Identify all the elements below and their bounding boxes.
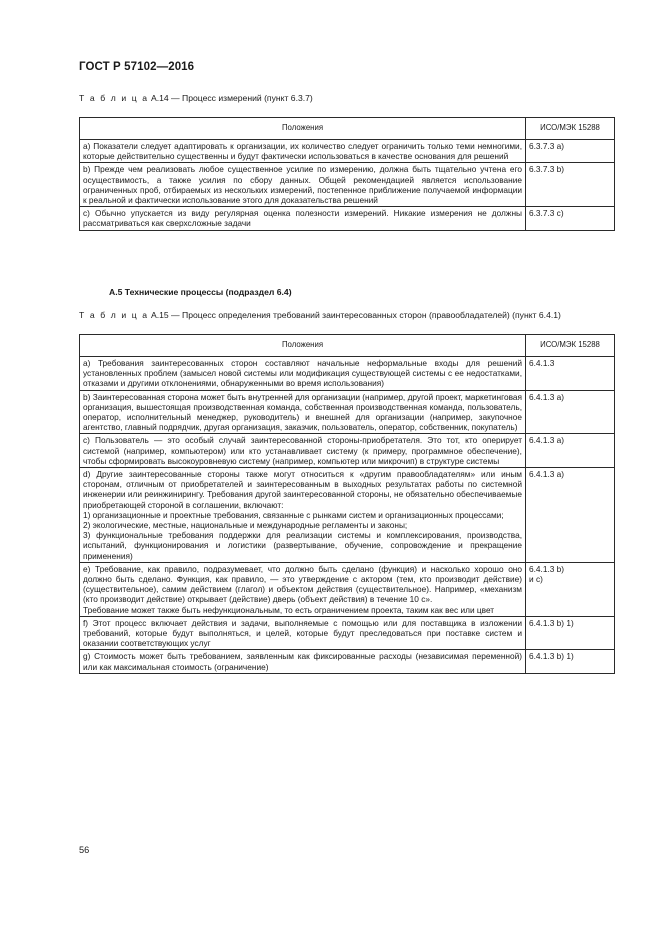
- provision-paragraph: Требование может также быть нефункциональным, то есть ограничением проекта, таким как вес или цвет: [83, 604, 495, 615]
- column-header-positions: Положения: [80, 335, 526, 357]
- standard-reference: [526, 562, 615, 616]
- provision-paragraph: e) Требование, как правило, подразумевает, что должно быть сделано (функция) и насколько хорошо оно должно быть сделано. Функция, как правило, — это утверждение с актором (тем, кто производит действие) (существительное), самим действием (глагол) и объектом действия (существительное). Например, «механизм (кто производит действие) открывает (действие) дверь (объект действия) в течение 10 с».: [83, 563, 522, 605]
- table-row: [80, 357, 615, 391]
- provision-paragraph: 2) экологические, местные, национальные и международные регламенты и законы;: [83, 520, 408, 531]
- provision-paragraph: c) Пользователь — это особый случай заинтересованной стороны-приобретателя. Это тот, кто оперирует системой (например, компьютером) или кто устанавливает систему (к примеру, программное обеспечение), чтобы сформировать высокоуровневую систему (например, компьютер или микрочип) в структуре системы: [83, 435, 522, 466]
- reference-line: 6.4.1.3: [529, 358, 555, 368]
- reference-line: и c): [529, 574, 543, 585]
- table-a14: [79, 117, 615, 231]
- table-row: [80, 207, 615, 230]
- table-row: [80, 140, 615, 163]
- reference-line: 6.4.1.3 b): [529, 563, 565, 574]
- provision-text: [80, 616, 526, 650]
- table-a15-caption: [79, 311, 561, 321]
- reference-line: 6.4.1.3 b) 1): [529, 651, 574, 662]
- provision-text: [80, 357, 526, 391]
- provision-text: [80, 163, 526, 207]
- table-row: [80, 650, 615, 673]
- table-row: [80, 562, 615, 616]
- reference-line: 6.3.7.3 b): [529, 164, 565, 175]
- standard-reference: [526, 140, 615, 163]
- table-header-row: [80, 118, 615, 140]
- caption-prefix: Т а б л и ц а: [79, 93, 149, 103]
- standard-reference: [526, 207, 615, 230]
- provision-text: [80, 140, 526, 163]
- provision-paragraph: c) Обычно упускается из виду регулярная оценка полезности измерений. Никакие измерения не должны рассматриваться как сверхсложные задачи: [83, 208, 522, 229]
- reference-line: 6.4.1.3 a): [529, 435, 565, 446]
- table-header-row: [80, 335, 615, 357]
- document-header: ГОСТ Р 57102—2016: [79, 61, 195, 73]
- caption-text: А.15 — Процесс определения требований заинтересованных сторон (правообладателей) (пункт 6.4.1): [148, 310, 561, 320]
- table-row: [80, 616, 615, 650]
- provision-text: [80, 390, 526, 434]
- provision-text: [80, 434, 526, 468]
- standard-reference: [526, 390, 615, 434]
- caption-text: А.14 — Процесс измерений (пункт 6.3.7): [148, 93, 313, 103]
- column-header-positions: Положения: [80, 118, 526, 140]
- table-row: [80, 390, 615, 434]
- reference-line: 6.4.1.3 a): [529, 391, 565, 402]
- provision-text: [80, 650, 526, 673]
- table-a15: [79, 334, 615, 674]
- provision-paragraph: a) Показатели следует адаптировать к организации, их количество следует ограничить только теми немногими, которые действительно существенны и будут фактически использоваться в качестве основания для решений: [83, 141, 522, 162]
- provision-paragraph: b) Заинтересованная сторона может быть внутренней для организации (например, другой проект, маркетинговая организация, вышестоящая производственная команда, собственная производственная команда, пользователь, оператор, исполнительный менеджер, руководитель) и внешней для организации (например, закупочное агентство, главный подрядчик, другая организация, заказчик, пользователь, оператор, собственник, покупатель): [83, 391, 522, 433]
- standard-reference: [526, 650, 615, 673]
- caption-prefix: Т а б л и ц а: [79, 310, 149, 320]
- provision-text: [80, 468, 526, 563]
- provision-paragraph: a) Требования заинтересованных сторон составляют начальные неформальные входы для решений установленных проблем (замысел новой системы или модификация существующей системы с ее недостатками, отказами и другими отклонениями, обнаруженными во время использования): [83, 358, 522, 389]
- reference-line: 6.3.7.3 a): [529, 141, 565, 151]
- standard-reference: [526, 163, 615, 207]
- provision-paragraph: b) Прежде чем реализовать любое существенное усилие по измерению, должна быть тщательно учтена его осуществимость, а также усилия по сбору данных. Общей рекомендацией является использование ограниченных проб, отбираемых из нескольких измерений, постепенное приближение получаемой информации к реальной и фактически использование этого для доказательства решений: [83, 164, 522, 206]
- standard-reference: [526, 434, 615, 468]
- reference-line: 6.4.1.3 a): [529, 469, 565, 480]
- standard-reference: [526, 357, 615, 391]
- standard-reference: [526, 616, 615, 650]
- reference-line: 6.3.7.3 c): [529, 208, 564, 219]
- section-heading: А.5 Технические процессы (подраздел 6.4): [109, 287, 292, 297]
- provision-paragraph: 3) функциональные требования поддержки для реализации системы и комплексирования, производства, испытаний, функционирования и логистики (развертывание, обучение, сопровождение и прекращение применения): [83, 530, 522, 561]
- provision-paragraph: g) Стоимость может быть требованием, заявленным как фиксированные расходы (независимая переменной) или как максимальная стоимость (ограничение): [83, 651, 522, 672]
- table-row: [80, 434, 615, 468]
- column-header-standard: ИСО/МЭК 15288: [526, 118, 615, 140]
- table-row: [80, 468, 615, 563]
- provision-text: [80, 207, 526, 230]
- provision-paragraph: 1) организационные и проектные требования, связанные с рынками систем и организационных процессами;: [83, 509, 504, 520]
- table-a14-caption: [79, 94, 313, 104]
- reference-line: 6.4.1.3 b) 1): [529, 617, 574, 628]
- standard-reference: [526, 468, 615, 563]
- provision-paragraph: f) Этот процесс включает действия и задачи, выполняемые с помощью или для поставщика в изложении требований, которые будут выполняться, и целей, которые будут преследоваться при поставке систем и оказании соответствующих услуг: [83, 617, 522, 649]
- column-header-standard: ИСО/МЭК 15288: [526, 335, 615, 357]
- page-number: 56: [79, 845, 90, 855]
- table-row: [80, 163, 615, 207]
- provision-paragraph: d) Другие заинтересованные стороны также могут относиться к «другим правообладателям» или иным сторонам, отличным от приобретателей и заинтересованным в выходных результатах работы по системной инженерии или реинжинирингу. Требования другой заинтересованной стороны, не обязательно обеспечиваемые приобретающей стороной в соглашении, включают:: [83, 469, 522, 510]
- provision-text: [80, 562, 526, 616]
